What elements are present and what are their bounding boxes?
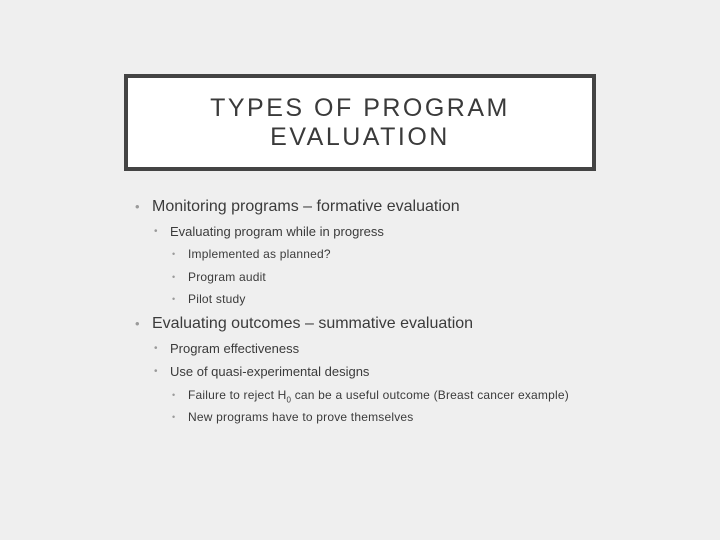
bullet-dot: • [172, 249, 176, 259]
bullet-pilot-study [172, 292, 246, 306]
bullet-text: Evaluating outcomes – summative evaluation [152, 315, 474, 332]
bullet-text: Program effectiveness [170, 341, 300, 356]
bullet-dot: • [154, 366, 158, 377]
bullet-program-audit [172, 270, 266, 284]
bullet-dot: • [172, 294, 176, 304]
bullet-dot: • [135, 199, 140, 214]
slide-title-line-1: TYPES OF PROGRAM [210, 93, 510, 122]
bullet-text: Program audit [188, 270, 266, 284]
bullet-dot: • [172, 390, 176, 400]
bullet-text-suffix: can be a useful outcome (Breast cancer example) [291, 388, 569, 402]
bullet-monitoring-programs [135, 198, 460, 216]
subscript-zero: 0 [286, 395, 292, 405]
bullet-new-programs [172, 410, 414, 424]
bullet-text: Implemented as planned? [188, 247, 331, 261]
bullet-dot: • [135, 316, 140, 331]
bullet-implemented-as-planned [172, 247, 331, 261]
bullet-text: New programs have to prove themselves [188, 410, 414, 424]
bullet-text: Pilot study [188, 292, 246, 306]
bullet-text [188, 388, 569, 405]
bullet-text: Monitoring programs – formative evaluation [152, 198, 460, 215]
bullet-dot: • [172, 412, 176, 422]
bullet-dot: • [154, 343, 158, 354]
bullet-evaluating-in-progress [154, 224, 384, 239]
bullet-quasi-experimental [154, 364, 370, 379]
bullet-text: Evaluating program while in progress [170, 224, 384, 239]
bullet-program-effectiveness [154, 341, 300, 356]
bullet-dot: • [154, 226, 158, 237]
bullet-evaluating-outcomes [135, 315, 474, 333]
bullet-failure-to-reject [172, 388, 569, 405]
bullet-dot: • [172, 272, 176, 282]
bullet-text: Use of quasi-experimental designs [170, 364, 370, 379]
slide-title-line-2: EVALUATION [270, 122, 450, 151]
bullet-text-prefix: Failure to reject H [188, 388, 287, 402]
